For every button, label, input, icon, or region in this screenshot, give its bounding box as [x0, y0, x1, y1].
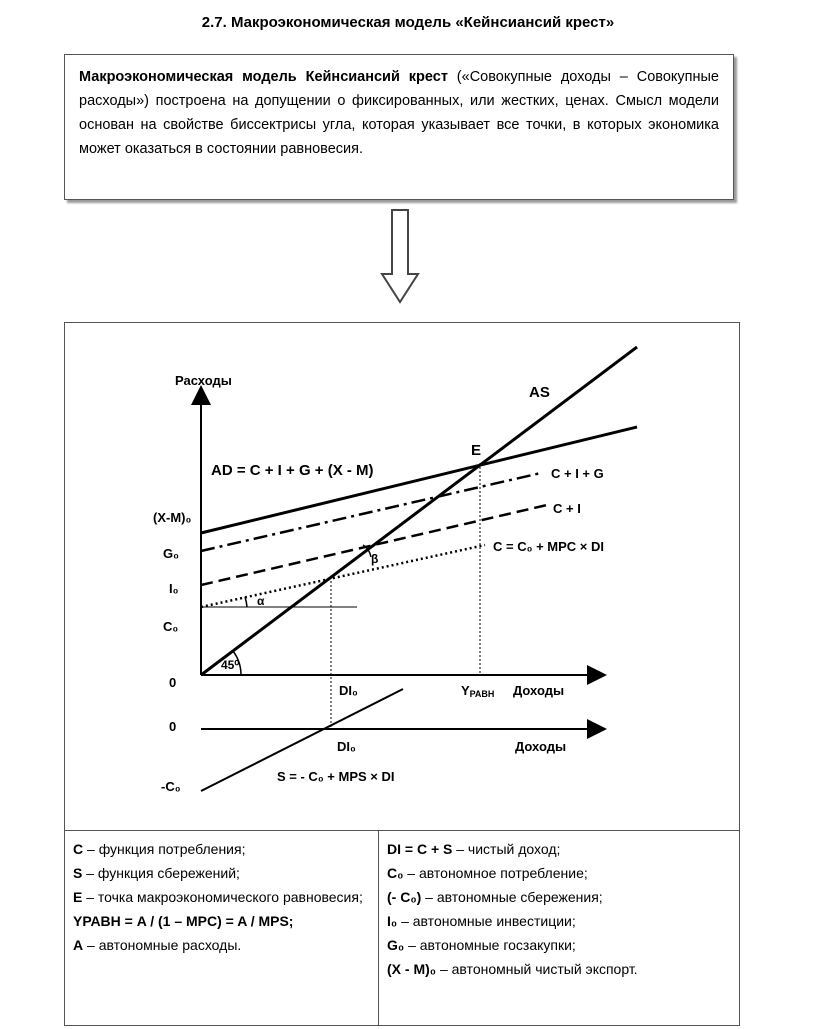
label-CIG: C + I + G: [551, 466, 604, 481]
diagram-box: [64, 322, 740, 830]
legend-item: YРАВН = A / (1 – MPC) = A / MPS;: [73, 913, 294, 929]
tick-C0: C₀: [163, 619, 179, 634]
line-CIG: [201, 473, 541, 551]
intro-box: [64, 54, 734, 200]
tick-DI0: DI₀: [339, 683, 358, 698]
legend-item: A – автономные расходы.: [73, 937, 242, 953]
legend-item: C – функция потребления;: [73, 841, 246, 857]
intro-bold: Макроэкономическая модель Кейнсиансий крест: [79, 69, 448, 85]
label-CI: C + I: [553, 501, 581, 516]
tick-zero: 0: [169, 675, 177, 690]
legend-item: (X - M)₀ – автономный чистый экспорт.: [387, 961, 638, 977]
label-E: E: [471, 442, 482, 459]
legend-item: (- C₀) – автономные сбережения;: [387, 889, 603, 905]
x-axis-label-lower: Доходы: [515, 739, 567, 754]
label-AD-equation: AD = C + I + G + (X - M): [211, 462, 374, 479]
tick-Yravn: YРАВН: [461, 683, 495, 699]
angle-beta-label: β: [371, 552, 379, 566]
arc-alpha: [245, 597, 247, 607]
page-title: 2.7. Макроэкономическая модель «Кейнсиансий крест»: [201, 14, 615, 31]
keynesian-cross-diagram: [65, 323, 741, 831]
tick-I0: I₀: [169, 581, 179, 596]
legend-left-column: [65, 831, 379, 1025]
legend-item: I₀ – автономные инвестиции;: [387, 913, 576, 929]
legend-item: E – точка макроэкономического равновесия;: [73, 889, 363, 905]
down-arrow-icon: [380, 208, 420, 304]
tick-DI0-lower: DI₀: [337, 739, 356, 754]
tick-G0: G₀: [163, 546, 179, 561]
tick-negC0: -C₀: [161, 779, 181, 794]
label-AS: AS: [529, 384, 550, 401]
angle-alpha-label: α: [257, 594, 265, 608]
label-C: C = C₀ + MPC × DI: [493, 539, 604, 554]
legend-item: G₀ – автономные госзакупки;: [387, 937, 576, 953]
y-axis-label: Расходы: [175, 373, 232, 388]
tick-XM: (X-M)₀: [153, 510, 192, 525]
tick-zero-lower: 0: [169, 719, 177, 734]
legend-item: DI = C + S – чистый доход;: [387, 841, 561, 857]
intro-text: («Совокупные доходы – Совокупные расходы») построена на допущении о фиксированных, или жестких, ценах. Смысл модели основан на свойстве биссектрисы угла, которая указывает все точки, в которых экономика может оказаться в состоянии равновесия.: [79, 69, 719, 157]
label-S: S = - C₀ + MPS × DI: [277, 769, 395, 784]
legend-right-column: [379, 831, 739, 1025]
angle-45-label: 45⁰: [221, 658, 240, 672]
x-axis-label: Доходы: [513, 683, 565, 698]
legend-item: C₀ – автономное потребление;: [387, 865, 588, 881]
legend-item: S – функция сбережений;: [73, 865, 240, 881]
legend-table: [64, 830, 740, 1026]
